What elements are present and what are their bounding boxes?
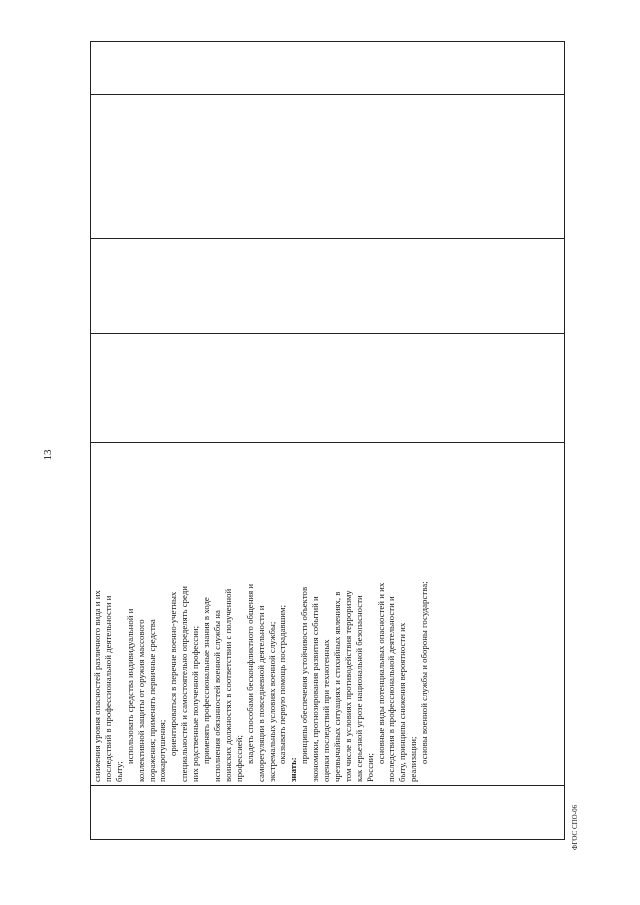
- text-line: ориентироваться в перечне военно-учетных: [168, 591, 179, 756]
- competency-table-wrapper: [90, 47, 565, 840]
- footer-document-code: ФГОС СПО-06: [571, 804, 579, 850]
- requirements-text: [91, 443, 430, 785]
- text-line: том числе в условиях противодействия терроризму: [342, 590, 353, 782]
- rotated-table-container: [90, 47, 565, 840]
- table-cell-requirements: [91, 443, 565, 786]
- text-line: саморегуляции в повседневной деятельности и: [255, 605, 266, 782]
- table-row: [91, 42, 565, 840]
- text-line: быту;: [113, 761, 124, 782]
- text-line: экономики, прогнозирования развития событий и: [310, 596, 321, 782]
- text-line: как серьезной угрозе национальной безопасности: [353, 595, 364, 782]
- text-line: профессией;: [233, 735, 244, 782]
- text-line: чрезвычайных ситуациях и стихийных явлениях, в: [331, 591, 342, 782]
- text-line: принципы обеспечения устойчивости объектов: [299, 586, 310, 764]
- text-line: быту, принципы снижения вероятности их: [397, 622, 408, 782]
- text-line: экстремальных условиях военной службы;: [266, 621, 277, 782]
- page-number: 13: [42, 449, 54, 461]
- text-line: оценки последствий при техногенных: [321, 639, 332, 782]
- table-cell-empty: [91, 786, 565, 840]
- text-line: основы военной службы и обороны государства;: [419, 581, 430, 764]
- text-line: исполнения обязанностей военной службы на: [211, 610, 222, 782]
- text-line: применять профессиональные знания в ходе: [201, 597, 212, 764]
- text-line: пожаротушения;: [157, 719, 168, 782]
- text-line: основные виды потенциальных опасностей и их: [375, 582, 386, 764]
- text-line: последствия в профессиональной деятельности и: [386, 596, 397, 782]
- competency-table: [90, 41, 565, 840]
- table-cell-empty: [91, 42, 565, 95]
- text-line: коллективной защиты от оружия массового: [135, 619, 146, 782]
- text-line: последствий в профессиональной деятельности и: [102, 595, 113, 782]
- text-line: поражения; применять первичные средства: [146, 619, 157, 782]
- text-line: знать:: [288, 757, 299, 782]
- text-line: них родственные полученной профессии;: [190, 625, 201, 782]
- table-cell-empty: [91, 95, 565, 239]
- text-line: воинских должностях в соответствии с полученной: [222, 588, 233, 782]
- text-line: владеть способами бесконфликтного общения и: [244, 583, 255, 764]
- table-cell-empty: [91, 334, 565, 443]
- text-line: использовать средства индивидуальной и: [124, 608, 135, 764]
- text-line: России;: [364, 753, 375, 782]
- table-cell-empty: [91, 239, 565, 334]
- text-line: оказывать первую помощь пострадавшим;: [277, 604, 288, 764]
- text-line: специальностей и самостоятельно определять среди: [179, 585, 190, 782]
- text-line: реализации;: [408, 736, 419, 782]
- text-line: снижения уровня опасностей различного вида и их: [92, 590, 102, 782]
